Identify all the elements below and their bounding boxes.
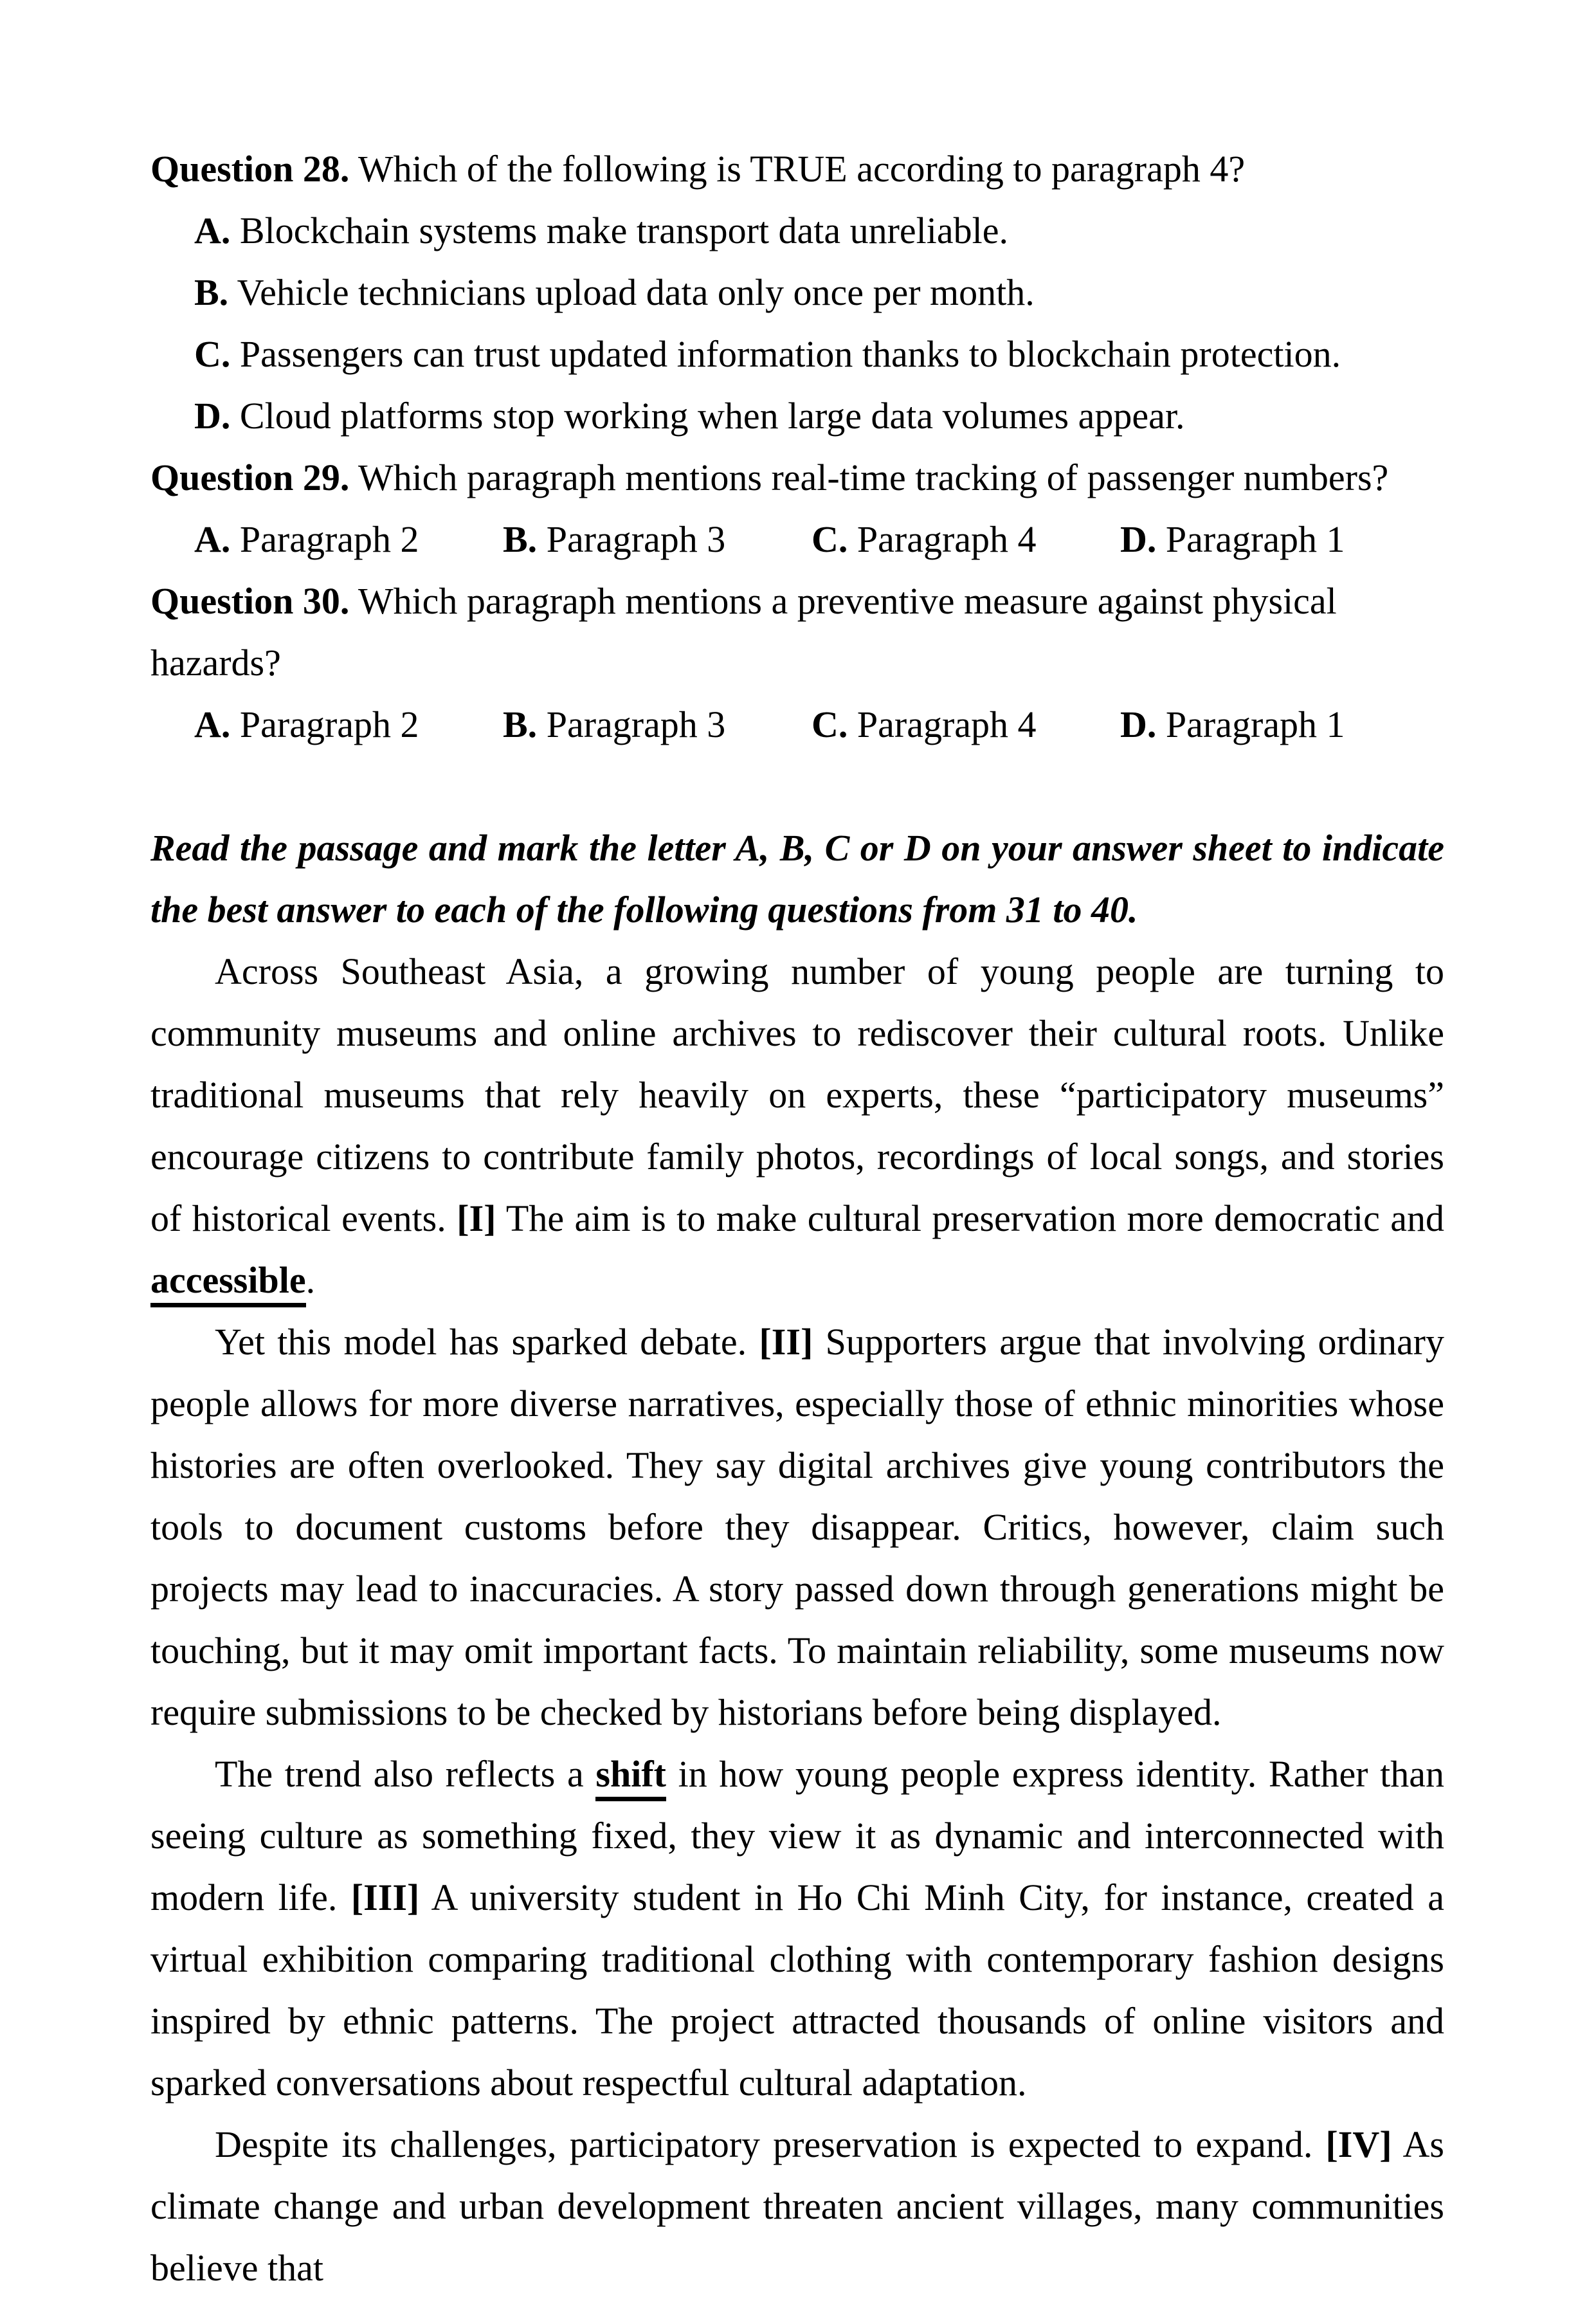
question-29-option-c	[812, 509, 1120, 570]
vocab-shift: shift	[595, 1753, 666, 1801]
option-text: Paragraph 1	[1165, 704, 1345, 745]
passage-paragraph-1	[150, 941, 1444, 1311]
question-28-number-label: Question 28.	[150, 148, 350, 190]
option-letter: B.	[194, 271, 229, 313]
option-letter: D.	[1120, 704, 1157, 745]
option-letter: B.	[503, 704, 538, 745]
position-marker-III: [III]	[350, 1876, 420, 1918]
question-28	[150, 138, 1444, 447]
option-letter: C.	[812, 518, 848, 560]
option-letter: D.	[1120, 518, 1157, 560]
question-30-text: Which paragraph mentions a preventive measure against physical hazards?	[150, 580, 1337, 684]
question-28-option-b	[150, 262, 1444, 323]
option-text: Blockchain systems make transport data unreliable.	[239, 210, 1008, 251]
question-28-text: Which of the following is TRUE according to paragraph 4?	[358, 148, 1246, 190]
option-text: Paragraph 4	[857, 518, 1037, 560]
paragraph-2-text: Supporters argue that involving ordinary people allows for more diverse narratives, especially those of ethnic minorities whose histories are often overlooked. They say digital archives give young contributors the tools to document customs before they disappear. Critics, however, claim such projects may lead to inaccuracies. A story passed down through generations might be touching, but it may omit important facts. To maintain reliability, some museums now require submissions to be checked by historians before being displayed.	[150, 1321, 1444, 1733]
paragraph-1-text: The aim is to make cultural preservation more democratic and	[505, 1197, 1445, 1239]
question-30-number-label: Question 30.	[150, 580, 350, 622]
option-text: Paragraph 3	[546, 704, 726, 745]
question-29-line	[150, 447, 1444, 509]
paragraph-1-period: .	[305, 1259, 316, 1301]
option-text: Vehicle technicians upload data only once per month.	[237, 271, 1035, 313]
question-28-line	[150, 138, 1444, 200]
paragraph-4-text: As climate change and urban development threaten ancient villages, many communities believe that	[150, 2123, 1444, 2289]
paragraph-3-text: A university student in Ho Chi Minh City, for instance, created a virtual exhibition comparing traditional clothing with contemporary fashion designs inspired by ethnic patterns. The project attracted thousands of online visitors and sparked conversations about respectful cultural adaptation.	[150, 1876, 1444, 2104]
option-letter: B.	[503, 518, 538, 560]
option-letter: C.	[194, 333, 231, 375]
vocab-accessible: accessible	[150, 1259, 306, 1307]
question-28-option-a	[150, 200, 1444, 262]
question-29-text: Which paragraph mentions real-time tracking of passenger numbers?	[358, 457, 1389, 498]
option-text: Paragraph 2	[239, 518, 419, 560]
question-28-option-d	[150, 385, 1444, 447]
question-30-option-a	[194, 694, 503, 756]
question-30-options-row	[150, 694, 1444, 756]
option-letter: A.	[194, 704, 231, 745]
option-letter: A.	[194, 518, 231, 560]
question-29-option-a	[194, 509, 503, 570]
passage-paragraph-3	[150, 1743, 1444, 2114]
option-text: Paragraph 1	[1165, 518, 1345, 560]
paragraph-3-text: The trend also reflects a	[215, 1753, 584, 1795]
position-marker-I: [I]	[457, 1197, 496, 1239]
section-instruction: Read the passage and mark the letter A, B, C or D on your answer sheet to indicate the best answer to each of the following questions from 31 to 40.	[150, 827, 1444, 931]
question-29-option-b	[503, 509, 812, 570]
reading-passage	[150, 941, 1444, 2299]
paragraph-4-text: Despite its challenges, participatory preservation is expected to expand.	[215, 2123, 1313, 2165]
option-text: Paragraph 2	[239, 704, 419, 745]
question-28-option-c	[150, 323, 1444, 385]
paragraph-1-text: Across Southeast Asia, a growing number of young people are turning to community museums and online archives to rediscover their cultural roots. Unlike traditional museums that rely heavily on experts, these “participatory museums” encourage citizens to contribute family photos, recordings of local songs, and stories of historical events.	[150, 950, 1444, 1239]
option-text: Paragraph 3	[546, 518, 726, 560]
question-30-option-c	[812, 694, 1120, 756]
question-29-option-d	[1120, 509, 1345, 570]
passage-paragraph-4	[150, 2114, 1444, 2299]
paragraph-3-text: in how young people express identity. Rather than seeing culture as something fixed, they view it as dynamic and interconnected with modern life.	[150, 1753, 1444, 1918]
question-30-option-d	[1120, 694, 1345, 756]
option-text: Paragraph 4	[857, 704, 1037, 745]
question-29-options-row	[150, 509, 1444, 570]
option-letter: C.	[812, 704, 848, 745]
question-29	[150, 447, 1444, 570]
option-text: Cloud platforms stop working when large data volumes appear.	[239, 395, 1185, 437]
paragraph-2-text: Yet this model has sparked debate.	[215, 1321, 747, 1363]
passage-paragraph-2	[150, 1311, 1444, 1743]
question-29-number-label: Question 29.	[150, 457, 350, 498]
question-30	[150, 570, 1444, 756]
option-letter: A.	[194, 210, 231, 251]
position-marker-II: [II]	[759, 1321, 813, 1363]
option-text: Passengers can trust updated information thanks to blockchain protection.	[239, 333, 1341, 375]
option-letter: D.	[194, 395, 231, 437]
question-30-line	[150, 570, 1444, 694]
position-marker-IV: [IV]	[1325, 2123, 1392, 2165]
question-30-option-b	[503, 694, 812, 756]
